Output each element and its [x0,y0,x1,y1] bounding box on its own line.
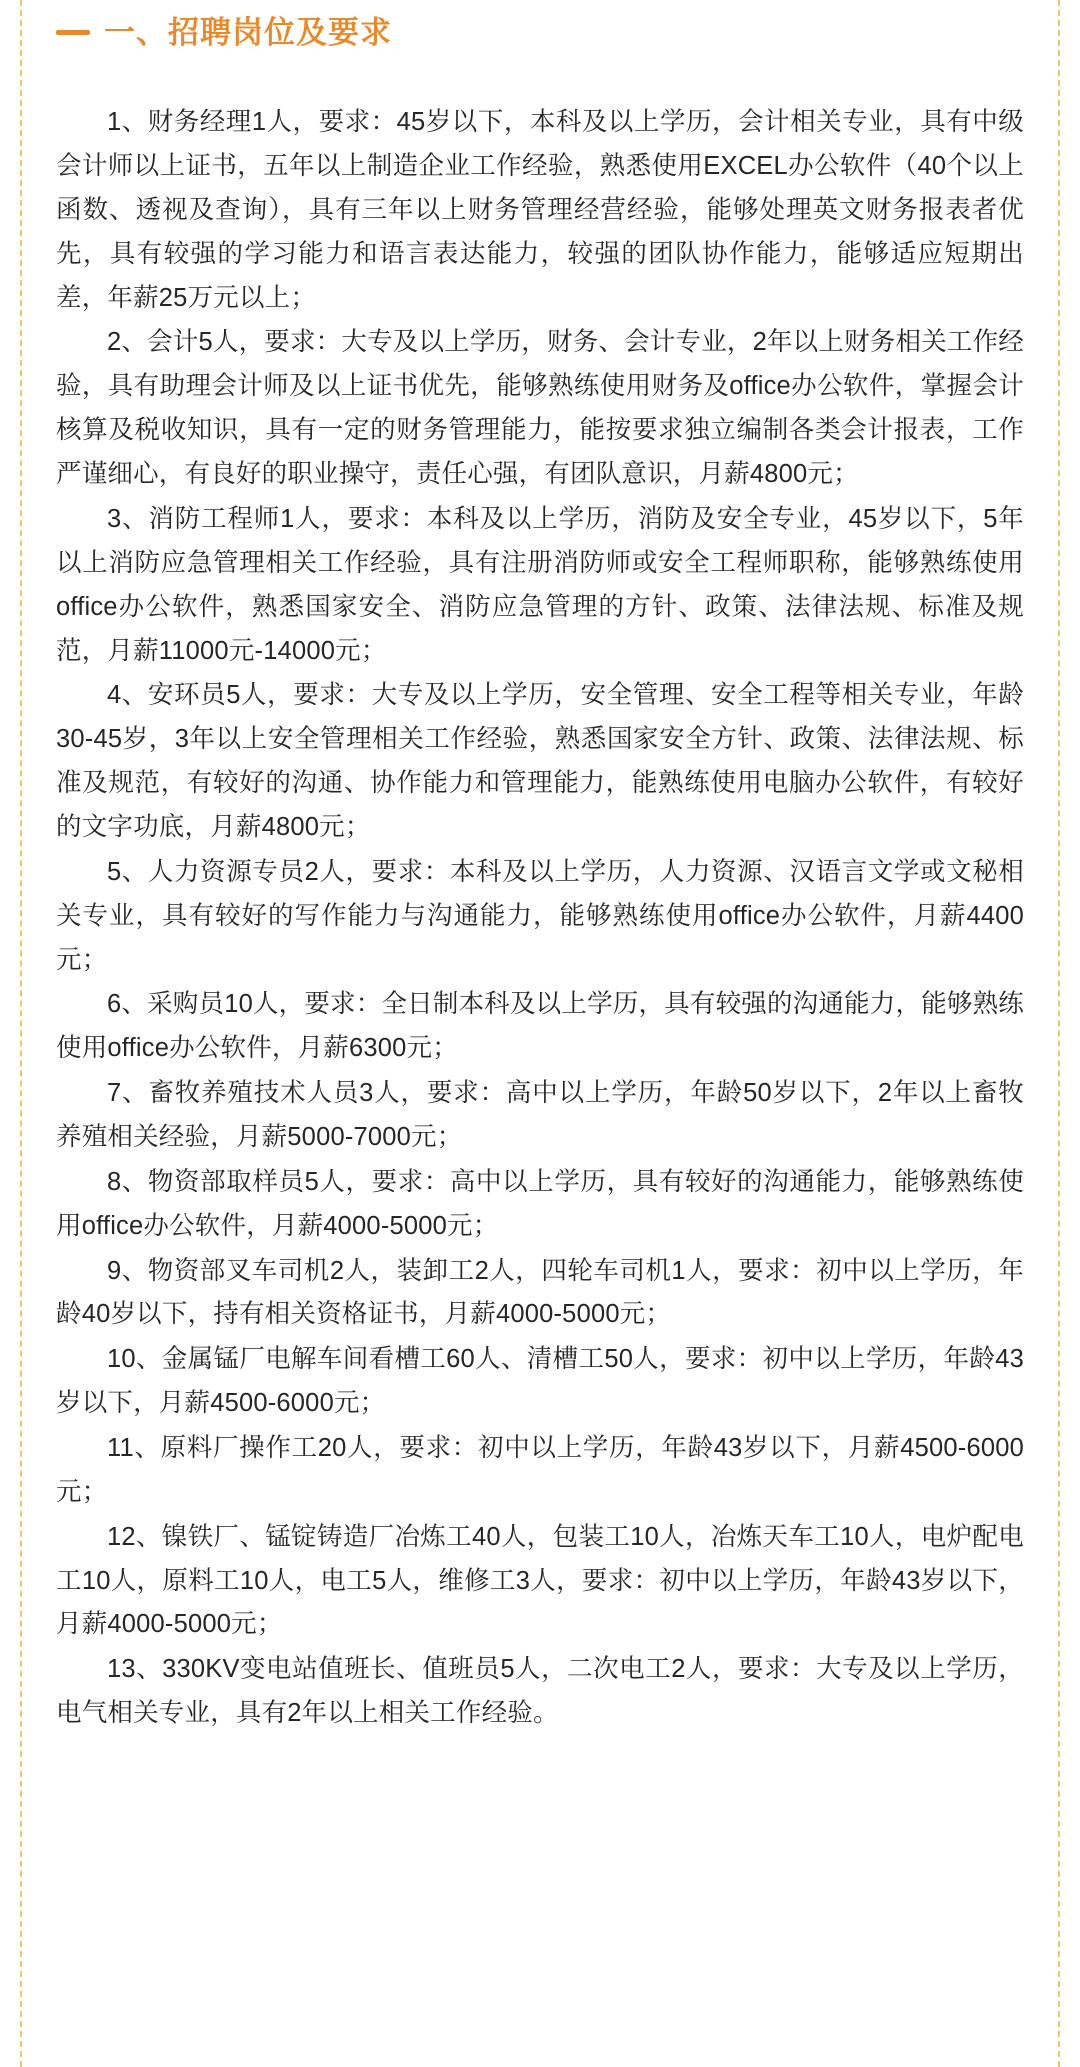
job-requirements-list [56,57,1024,1736]
paragraph-item: 8、物资部取样员5人，要求：高中以上学历，具有较好的沟通能力，能够熟练使用office办公软件，月薪4000-5000元； [56,1167,1024,1240]
paragraph-item: 3、消防工程师1人，要求：本科及以上学历，消防及安全专业，45岁以下，5年以上消防应急管理相关工作经验，具有注册消防师或安全工程师职称，能够熟练使用office办公软件，熟悉国家安全、消防应急管理的方针、政策、法律法规、标准及规范，月薪11000元-14000元； [56,504,1024,665]
paragraph-item: 10、金属锰厂电解车间看槽工60人、清槽工50人，要求：初中以上学历，年龄43岁以下，月薪4500-6000元； [56,1345,1024,1418]
paragraph-item: 2、会计5人，要求：大专及以上学历，财务、会计专业，2年以上财务相关工作经验，具有助理会计师及以上证书优先，能够熟练使用财务及office办公软件，掌握会计核算及税收知识，具有一定的财务管理能力，能按要求独立编制各类会计报表，工作严谨细心，有良好的职业操守，责任心强，有团队意识，月薪4800元； [56,328,1024,489]
paragraph-item: 1、财务经理1人，要求：45岁以下，本科及以上学历，会计相关专业，具有中级会计师以上证书，五年以上制造企业工作经验，熟悉使用EXCEL办公软件（40个以上函数、透视及查询），具有三年以上财务管理经营经验，能够处理英文财务报表者优先，具有较强的学习能力和语言表达能力，较强的团队协作能力，能够适应短期出差，年薪25万元以上； [56,108,1024,312]
paragraph-item: 6、采购员10人，要求：全日制本科及以上学历，具有较强的沟通能力，能够熟练使用office办公软件，月薪6300元； [56,990,1024,1063]
paragraph-item: 4、安环员5人，要求：大专及以上学历，安全管理、安全工程等相关专业，年龄30-45岁，3年以上安全管理相关工作经验，熟悉国家安全方针、政策、法律法规、标准及规范，有较好的沟通、协作能力和管理能力，能熟练使用电脑办公软件，有较好的文字功底，月薪4800元； [56,681,1024,841]
heading-accent-bar-icon [56,30,90,35]
paragraph-item: 11、原料厂操作工20人，要求：初中以上学历，年龄43岁以下，月薪4500-6000元； [56,1433,1024,1506]
paragraph-item: 13、330KV变电站值班长、值班员5人，二次电工2人，要求：大专及以上学历，电气相关专业，具有2年以上相关工作经验。 [56,1655,1024,1728]
section-heading-text: 一、招聘岗位及要求 [104,15,392,50]
section-heading [56,0,1024,57]
paragraph-item: 12、镍铁厂、锰锭铸造厂冶炼工40人，包装工10人，冶炼天车工10人，电炉配电工10人，原料工10人，电工5人，维修工3人，要求：初中以上学历，年龄43岁以下，月薪4000-5000元； [56,1522,1024,1639]
paragraph-item: 7、畜牧养殖技术人员3人，要求：高中以上学历，年龄50岁以下，2年以上畜牧养殖相关经验，月薪5000-7000元； [56,1079,1024,1151]
paragraph-item: 5、人力资源专员2人，要求：本科及以上学历，人力资源、汉语言文学或文秘相关专业，具有较好的写作能力与沟通能力，能够熟练使用office办公软件，月薪4400元； [56,857,1024,974]
paragraph-item: 9、物资部叉车司机2人，装卸工2人，四轮车司机1人，要求：初中以上学历，年龄40岁以下，持有相关资格证书，月薪4000-5000元； [56,1256,1024,1329]
